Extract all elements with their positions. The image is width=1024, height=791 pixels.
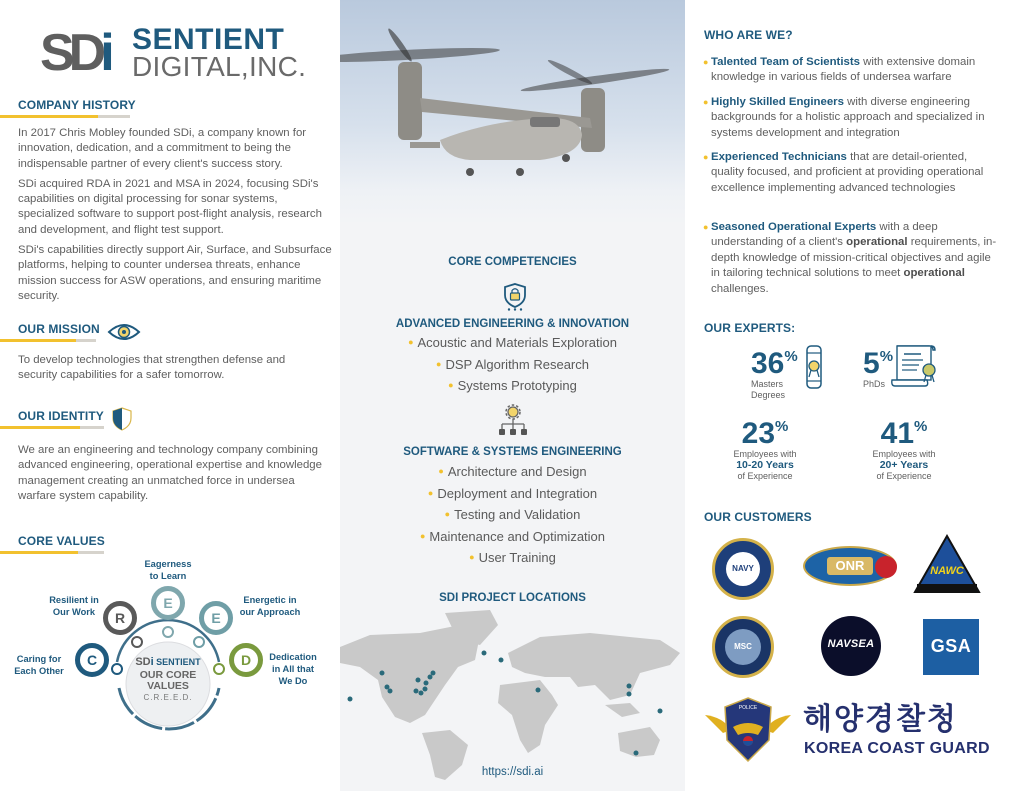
stat-label-strong: 10-20 Years (736, 459, 794, 471)
bullet-icon: ● (703, 97, 709, 107)
who-item-text: with extensive domain knowledge in various fields of undersea warfare (711, 56, 976, 84)
right-column (685, 0, 1024, 791)
competency-item (340, 332, 685, 354)
logo-gsa (923, 619, 979, 675)
value-label-line: Energetic in (243, 595, 297, 605)
node-dot (112, 664, 122, 674)
value-label-d (265, 651, 321, 687)
who-item-title: Seasoned Operational Experts (711, 221, 877, 233)
competency-item (340, 375, 685, 397)
stat-unit: % (879, 348, 894, 365)
competencies-heading: CORE COMPETENCIES (448, 256, 577, 268)
competency-item (340, 526, 685, 548)
bullet-icon: ● (436, 358, 442, 369)
bullet-icon: ● (469, 552, 475, 562)
middle-column (340, 0, 685, 791)
who-item-title: Talented Team of Scientists (711, 56, 860, 68)
location-pin (419, 691, 424, 696)
logo-english-text: KOREA COAST GUARD (804, 740, 990, 757)
stat-value: 41 (880, 417, 915, 450)
location-pin (431, 671, 436, 676)
who-item-title: Highly Skilled Engineers (711, 96, 844, 108)
value-bubble-e2: E (199, 601, 233, 635)
who-item-keyword: operational (846, 236, 908, 249)
certificate-icon (891, 344, 941, 388)
stat-label: Degrees (751, 390, 786, 400)
location-pin (658, 709, 663, 714)
node-dot (214, 664, 224, 674)
identity-heading: OUR IDENTITY (18, 409, 104, 423)
value-label-line: Each Other (14, 666, 64, 676)
core-values-center (128, 657, 208, 703)
location-pin (414, 689, 419, 694)
location-pin (385, 685, 390, 690)
stat-value: 5 (863, 347, 880, 380)
logo-navsea (821, 616, 881, 676)
value-label-e2 (237, 594, 303, 618)
who-item-text: requirements, in-depth knowledge of mission-critical objectives and agile in tailoring technical solutions to meet (711, 236, 997, 280)
eye-icon (107, 321, 141, 343)
location-pin (634, 751, 639, 756)
stat-masters (751, 342, 798, 401)
competency-item-text: Deployment and Integration (437, 485, 598, 501)
who-item-text: that are detail-oriented, quality focused, and proficient at providing operational excellence implementing advanced technologies (711, 151, 984, 194)
center-logo: SDi SENTIENT (135, 656, 201, 668)
section-underline (0, 339, 96, 342)
stat-label: of Experience (876, 471, 932, 481)
competency-list (340, 332, 685, 397)
node-dot (194, 637, 204, 647)
value-label-line: our Approach (239, 607, 301, 617)
value-label-e1 (138, 558, 198, 582)
mission-heading: OUR MISSION (18, 322, 100, 336)
stat-10-20-years (727, 412, 803, 482)
history-paragraph: SDi's capabilities directly support Air, Surface, and Subsurface platforms, helping to counter undersea threats, enhance mission success for ASW operations, and ensuring maritime security. (18, 244, 332, 302)
logo-text: GSA (930, 636, 972, 656)
website-link[interactable]: https://sdi.ai (481, 766, 544, 778)
competency-item-text: Acoustic and Materials Exploration (417, 335, 617, 350)
center-title: VALUES (147, 680, 189, 692)
location-pin (499, 658, 504, 663)
logo-us-navy (712, 538, 774, 600)
competency-item (340, 354, 685, 376)
competency-item (340, 547, 685, 569)
competency-item (340, 504, 685, 526)
competency-item-text: Maintenance and Optimization (429, 528, 606, 544)
node-dot (132, 637, 142, 647)
location-pin (424, 681, 429, 686)
value-label-line: in All that (271, 664, 314, 674)
value-bubble-d: D (229, 643, 263, 677)
bullet-icon: ● (703, 222, 709, 232)
location-pin (348, 697, 353, 702)
identity-text: We are an engineering and technology company combining advanced engineering, operational expertise and knowledge management creating an unmatched force in undersea warfare system capability. (18, 444, 322, 502)
mission-text: To develop technologies that strengthen defense and security capabilities for a safer tomorrow. (18, 354, 286, 382)
stat-label: Employees with (733, 449, 797, 459)
value-label-r (44, 594, 104, 618)
core-values-heading: CORE VALUES (18, 534, 105, 548)
logo-military-sealift-command (712, 616, 774, 678)
stat-label: Masters (751, 379, 784, 389)
bullet-icon: ● (438, 466, 444, 476)
aircraft-illustration (340, 0, 685, 225)
stat-label-strong: 20+ Years (879, 459, 929, 471)
logo-text: ONR (827, 557, 873, 575)
location-pin (388, 689, 393, 694)
stat-phds (863, 342, 893, 390)
value-label-line: Our Work (52, 607, 96, 617)
section-underline (0, 426, 104, 429)
value-label-line: Resilient in (49, 595, 99, 605)
logo-text: NAWC (930, 565, 964, 577)
location-pin (536, 688, 541, 693)
experts-heading: OUR EXPERTS: (704, 321, 796, 335)
stat-value: 36 (751, 347, 785, 380)
logo-badge-text: POLICE (738, 705, 758, 711)
left-column (0, 0, 340, 791)
bullet-icon: ● (448, 380, 454, 390)
center-subtitle: C.R.E.E.D. (143, 693, 193, 702)
node-dot (163, 627, 173, 637)
osprey-aircraft-image (340, 0, 685, 225)
logo-onr (803, 546, 897, 586)
who-item-text: with a deep understanding of a client's (711, 221, 938, 249)
value-label-c (10, 653, 68, 677)
logo-korean-text: 해양경찰청 (803, 703, 958, 736)
competency-list (340, 461, 685, 569)
shield-icon (112, 407, 132, 431)
logo-line1: SENTIENT (132, 23, 285, 56)
customers-heading: OUR CUSTOMERS (704, 510, 812, 524)
location-pin (416, 678, 421, 683)
logo-text: MSC (725, 629, 761, 665)
logo-nawc (913, 534, 981, 594)
competency-item (340, 483, 685, 505)
locations-heading: SDI PROJECT LOCATIONS (439, 592, 586, 604)
logo-mark: SDi (40, 24, 109, 82)
who-item (703, 55, 1001, 86)
bullet-icon: ● (444, 509, 451, 519)
location-pin (423, 687, 428, 692)
logo-text: NAVY (726, 552, 760, 586)
shield-lock-icon (504, 283, 526, 311)
value-label-line: Dedication (269, 652, 317, 662)
value-bubble-c: C (75, 643, 109, 677)
history-text (18, 126, 333, 304)
logo-line2: DIGITAL,INC. (132, 51, 307, 82)
gear-network-icon (498, 404, 528, 436)
center-logo-text: SENTIENT (156, 657, 201, 667)
location-pin (627, 684, 632, 689)
who-item-keyword: operational (903, 267, 965, 280)
bullet-icon: ● (419, 530, 426, 541)
competency-item-text: User Training (478, 550, 556, 565)
competency-item-text: Architecture and Design (447, 464, 587, 479)
competency-group-title: SOFTWARE & SYSTEMS ENGINEERING (403, 446, 622, 458)
history-paragraph: In 2017 Chris Mobley founded SDi, a company known for innovation, dedication, and a commitment to being the indispensable partner of every client's success story. (18, 127, 307, 170)
who-item-text: challenges. (711, 282, 769, 295)
stat-label: Employees with (872, 449, 936, 459)
bullet-icon: ● (427, 487, 434, 498)
value-label-line: We Do (278, 676, 308, 686)
value-bubble-e1: E (151, 586, 185, 620)
who-item-title: Experienced Technicians (711, 151, 847, 163)
history-heading: COMPANY HISTORY (18, 98, 136, 112)
diploma-icon (803, 344, 825, 390)
world-map (340, 605, 685, 780)
who-item (703, 150, 1001, 196)
competency-item-text: DSP Algorithm Research (445, 356, 589, 372)
location-pin (482, 651, 487, 656)
australia (618, 727, 660, 757)
bullet-icon: ● (408, 337, 414, 347)
value-label-line: to Learn (149, 571, 187, 581)
stat-unit: % (775, 418, 789, 435)
history-paragraph: SDi acquired RDA in 2021 and MSA in 2024, focusing SDi's capabilities on digital processing for sonar systems, specialized software to support post-flight analysis, research and development, and flight test support. (18, 177, 322, 236)
southeast-asia (605, 703, 640, 717)
who-heading: WHO ARE WE? (704, 28, 793, 42)
stat-unit: % (784, 348, 798, 365)
value-bubble-r: R (103, 601, 137, 635)
location-pin (428, 675, 433, 680)
center-title: OUR CORE (139, 669, 197, 681)
stat-label: of Experience (737, 471, 793, 481)
who-item-text: with diverse engineering backgrounds for a holistic approach and specialized in systems development and integration (711, 96, 985, 139)
who-item (703, 95, 1001, 141)
stat-unit: % (914, 418, 928, 435)
competency-group-title: ADVANCED ENGINEERING & INNOVATION (395, 318, 630, 330)
stat-value: 23 (741, 417, 776, 450)
value-label-line: Eagerness (144, 559, 192, 569)
africa (498, 680, 558, 753)
location-pin (627, 692, 632, 697)
competency-item-text: Testing and Validation (454, 507, 581, 522)
bullet-icon: ● (703, 152, 709, 162)
logo-text: NAVSEA (827, 638, 875, 650)
stat-label: PhDs (863, 379, 886, 389)
company-logo (40, 23, 307, 82)
logo-korea-coast-guard-emblem (703, 695, 793, 765)
value-label-line: Caring for (16, 654, 62, 664)
section-underline (0, 115, 130, 118)
location-pin (380, 671, 385, 676)
competency-item-text: Systems Prototyping (457, 378, 577, 393)
stat-20-plus-years (866, 412, 942, 482)
marine-emblem (875, 556, 897, 578)
who-item (703, 220, 1001, 297)
competency-item (340, 461, 685, 483)
bullet-icon: ● (703, 57, 709, 67)
